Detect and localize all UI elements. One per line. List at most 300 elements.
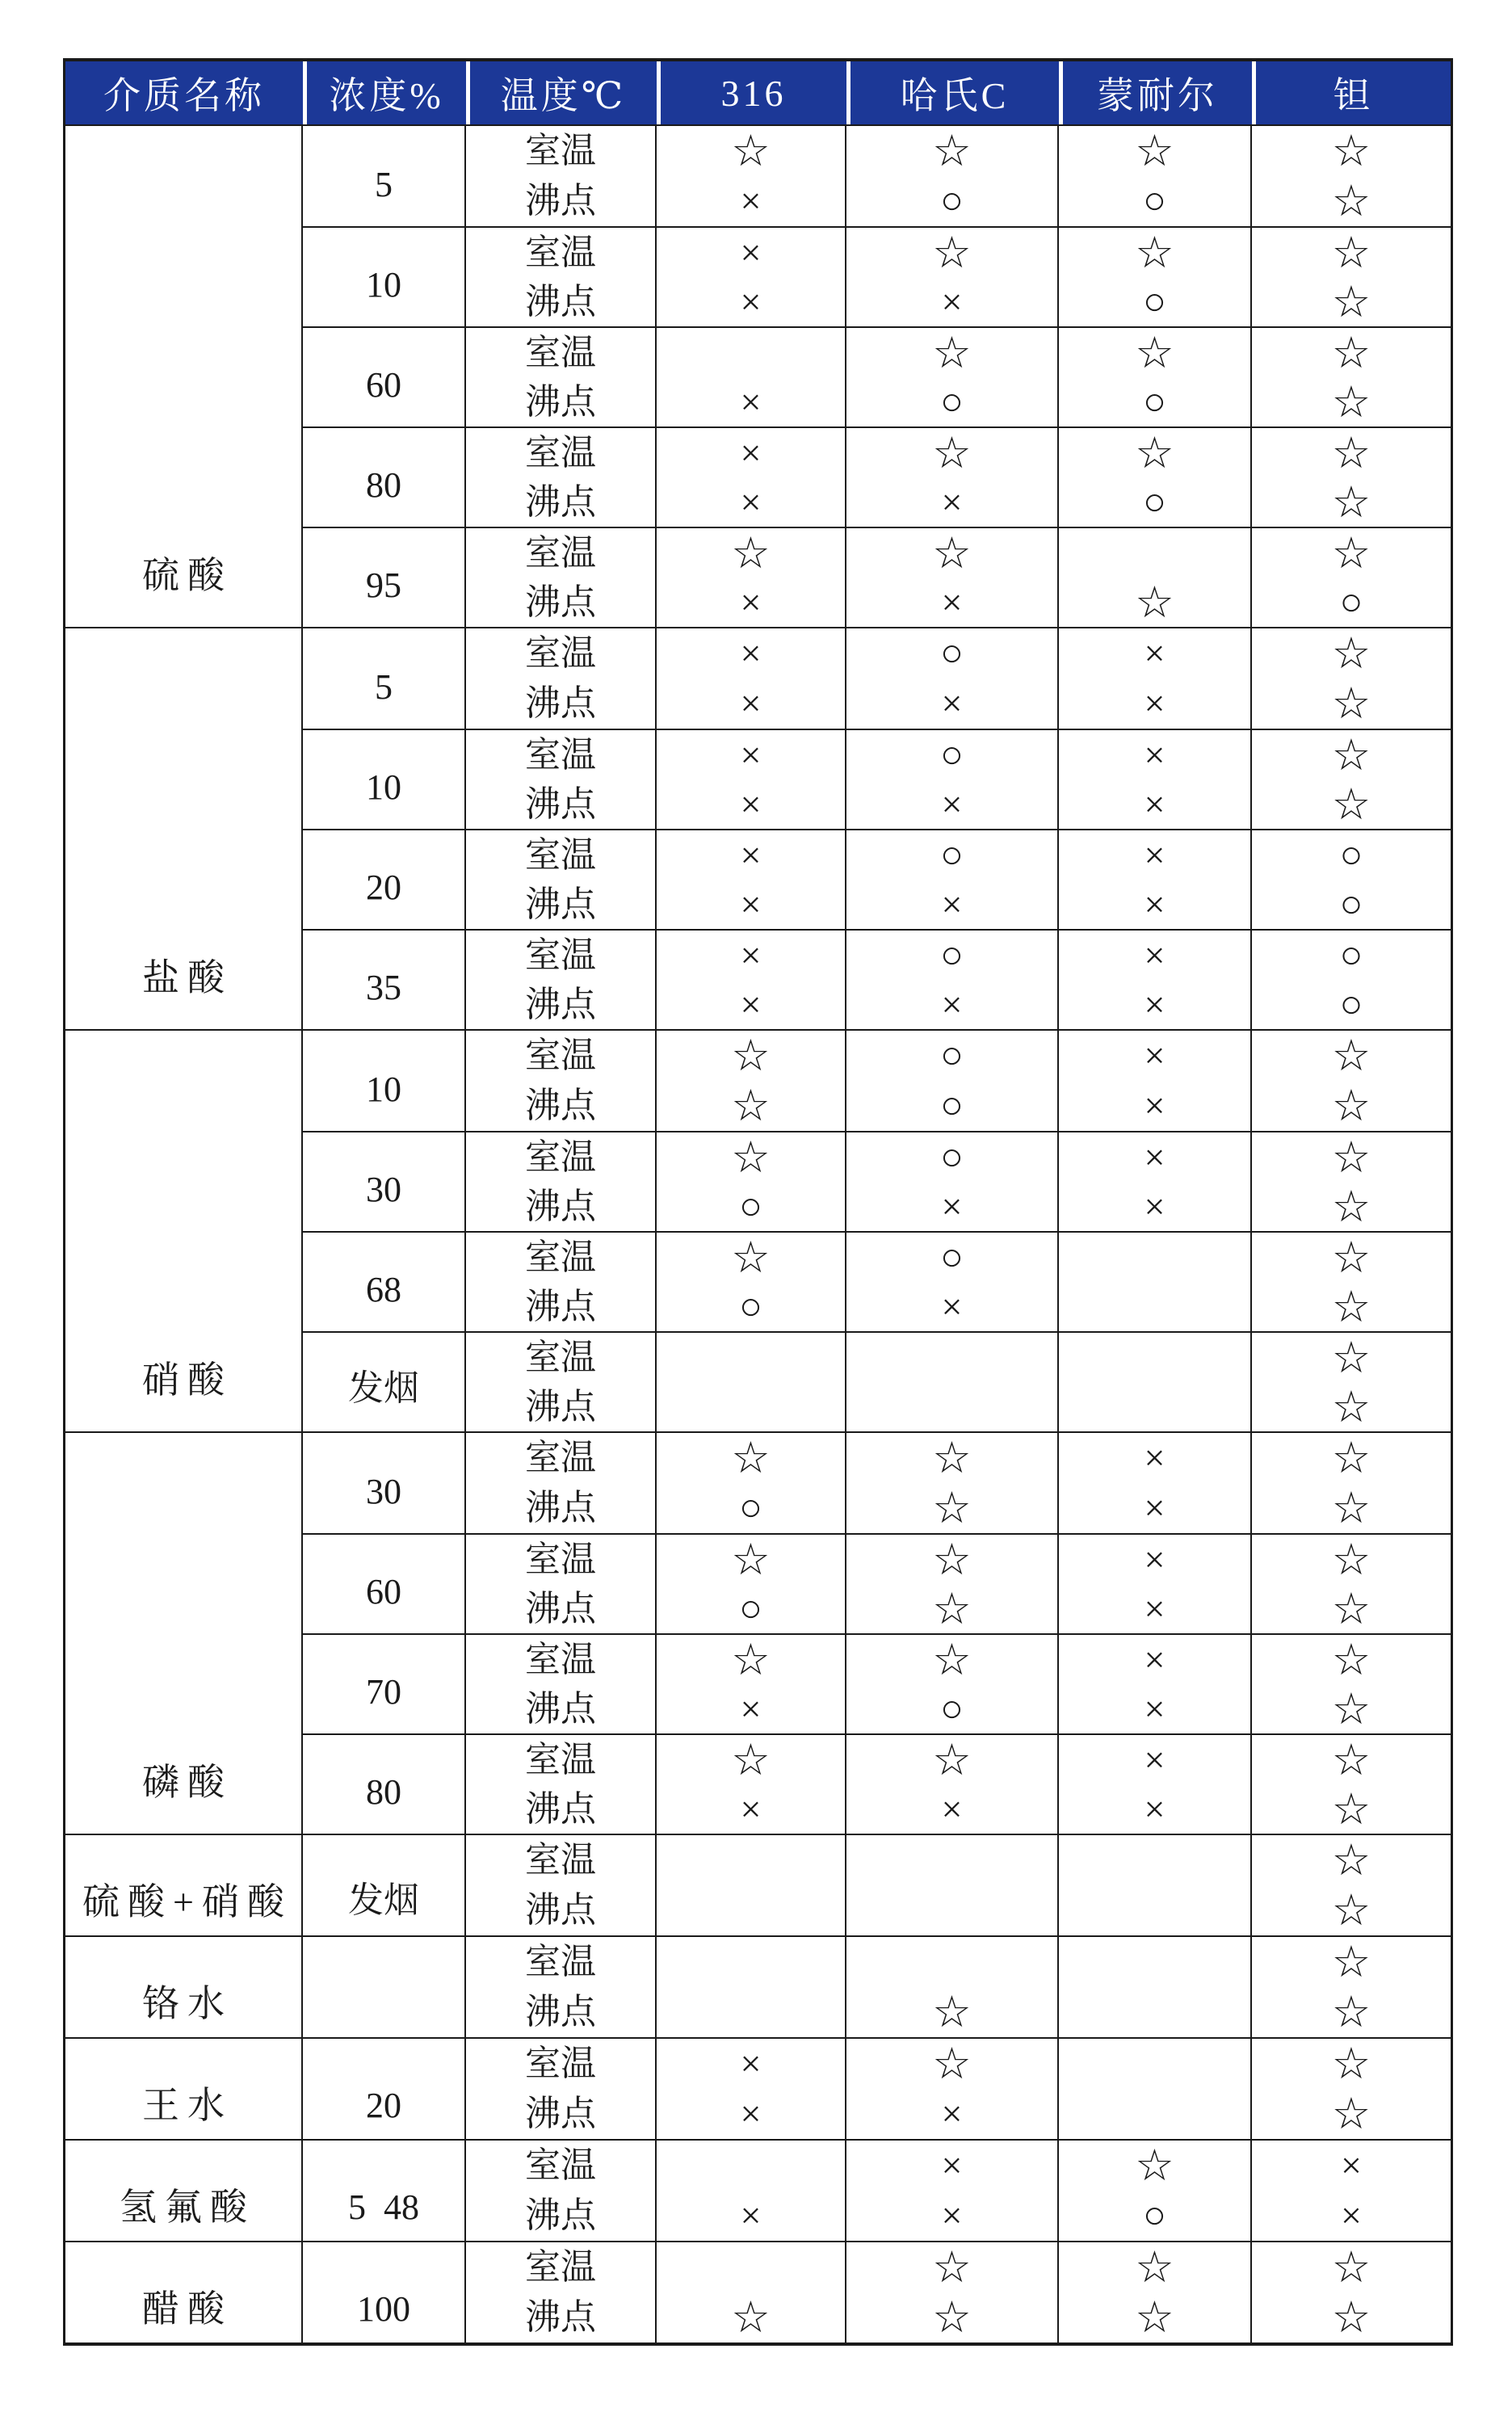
cross-symbol: × bbox=[1144, 1085, 1166, 1126]
rating-cell bbox=[1252, 328, 1451, 426]
rating-cell bbox=[846, 1031, 1059, 1131]
room-temp-label: 室温 bbox=[525, 131, 596, 170]
cross-symbol: × bbox=[941, 581, 963, 623]
star-symbol: ☆ bbox=[1331, 328, 1371, 377]
cross-symbol: × bbox=[1144, 1788, 1166, 1830]
star-symbol: ☆ bbox=[932, 1584, 972, 1633]
rating-cell bbox=[1059, 428, 1252, 527]
concentration-cell: 20 bbox=[303, 2039, 466, 2139]
temperature-cell bbox=[466, 228, 657, 326]
empty-symbol bbox=[1059, 528, 1250, 578]
star-symbol: ☆ bbox=[731, 1032, 771, 1080]
rating-cell bbox=[657, 931, 846, 1029]
cross-symbol: × bbox=[1341, 2195, 1362, 2236]
star-symbol: ☆ bbox=[1331, 2243, 1371, 2292]
circle-symbol: ○ bbox=[1339, 882, 1363, 926]
cross-symbol: × bbox=[1144, 1538, 1166, 1580]
rating-cell bbox=[657, 1735, 846, 1834]
star-symbol: ☆ bbox=[1331, 1836, 1371, 1884]
concentration-cell: 100 bbox=[303, 2242, 466, 2342]
cross-symbol: × bbox=[941, 1285, 963, 1327]
star-symbol: ☆ bbox=[1331, 1886, 1371, 1935]
concentration-cell: 发烟 bbox=[303, 1835, 466, 1935]
temperature-cell bbox=[466, 1735, 657, 1834]
star-symbol: ☆ bbox=[1331, 377, 1371, 426]
section-row bbox=[65, 1431, 1451, 1834]
table-header bbox=[65, 61, 1451, 126]
concentration-block bbox=[303, 628, 1451, 729]
star-symbol: ☆ bbox=[731, 1434, 771, 1482]
star-symbol: ☆ bbox=[731, 127, 771, 175]
rating-cell bbox=[846, 528, 1059, 627]
concentration-cell: 68 bbox=[303, 1233, 466, 1331]
circle-symbol: ○ bbox=[940, 833, 964, 876]
star-symbol: ☆ bbox=[932, 1434, 972, 1482]
section-row bbox=[65, 2037, 1451, 2139]
rating-cell bbox=[846, 931, 1059, 1029]
temperature-cell bbox=[466, 1031, 657, 1131]
rating-cell bbox=[657, 730, 846, 829]
star-symbol: ☆ bbox=[731, 1635, 771, 1684]
rating-cell bbox=[1059, 1535, 1252, 1633]
section-blocks bbox=[303, 628, 1451, 1029]
header-cell-6: 钽 bbox=[1252, 61, 1451, 124]
section-row bbox=[65, 1834, 1451, 1935]
rating-cell bbox=[1252, 228, 1451, 326]
empty-symbol bbox=[657, 1333, 845, 1382]
rating-cell bbox=[1059, 730, 1252, 829]
cross-symbol: × bbox=[1144, 783, 1166, 825]
star-symbol: ☆ bbox=[932, 2040, 972, 2088]
corrosion-resistance-table bbox=[63, 58, 1453, 2346]
cross-symbol: × bbox=[1144, 1638, 1166, 1680]
rating-cell bbox=[846, 2242, 1059, 2342]
star-symbol: ☆ bbox=[932, 127, 972, 175]
cross-symbol: × bbox=[740, 983, 762, 1025]
star-symbol: ☆ bbox=[1331, 1233, 1371, 1282]
star-symbol: ☆ bbox=[1331, 1132, 1371, 1182]
rating-cell bbox=[846, 1937, 1059, 2037]
rating-cell bbox=[1059, 1937, 1252, 2037]
cross-symbol: × bbox=[740, 733, 762, 775]
rating-cell bbox=[846, 228, 1059, 326]
concentration-block bbox=[303, 1835, 1451, 1935]
rating-cell bbox=[657, 830, 846, 929]
rating-cell bbox=[846, 1433, 1059, 1533]
concentration-cell: 80 bbox=[303, 428, 466, 527]
empty-symbol bbox=[1059, 1282, 1250, 1331]
rating-cell bbox=[1059, 2141, 1252, 2241]
star-symbol: ☆ bbox=[1331, 1635, 1371, 1684]
temperature-cell bbox=[466, 628, 657, 729]
empty-symbol bbox=[657, 1382, 845, 1431]
empty-symbol bbox=[657, 1835, 845, 1885]
cross-symbol: × bbox=[1144, 1587, 1166, 1629]
rating-cell bbox=[1252, 730, 1451, 829]
circle-symbol: ○ bbox=[940, 1687, 964, 1730]
room-temp-label: 室温 bbox=[525, 1137, 596, 1177]
cross-symbol: × bbox=[740, 380, 762, 422]
rating-cell bbox=[657, 1433, 846, 1533]
star-symbol: ☆ bbox=[1135, 228, 1174, 277]
temperature-cell bbox=[466, 1433, 657, 1533]
rating-cell bbox=[1252, 2039, 1451, 2139]
boiling-point-label: 沸点 bbox=[525, 984, 596, 1024]
star-symbol: ☆ bbox=[1331, 2090, 1371, 2138]
concentration-block bbox=[303, 1937, 1451, 2037]
boiling-point-label: 沸点 bbox=[525, 1186, 596, 1226]
room-temp-label: 室温 bbox=[525, 2247, 596, 2287]
cross-symbol: × bbox=[941, 280, 963, 322]
cross-symbol: × bbox=[740, 883, 762, 925]
concentration-cell: 70 bbox=[303, 1635, 466, 1733]
star-symbol: ☆ bbox=[1331, 228, 1371, 277]
rating-cell bbox=[846, 126, 1059, 226]
star-symbol: ☆ bbox=[1331, 1434, 1371, 1482]
star-symbol: ☆ bbox=[1331, 1282, 1371, 1331]
empty-symbol bbox=[1059, 2039, 1250, 2089]
section-blocks bbox=[303, 2242, 1451, 2342]
rating-cell bbox=[1059, 126, 1252, 226]
star-symbol: ☆ bbox=[731, 1082, 771, 1130]
star-symbol: ☆ bbox=[1331, 2040, 1371, 2088]
medium-name-cell: 硫酸+硝酸 bbox=[65, 1835, 303, 1935]
star-symbol: ☆ bbox=[1135, 578, 1174, 627]
rating-cell bbox=[1252, 1535, 1451, 1633]
star-symbol: ☆ bbox=[1331, 1988, 1371, 2036]
circle-symbol: ○ bbox=[1143, 179, 1166, 222]
concentration-cell: 30 bbox=[303, 1132, 466, 1231]
cross-symbol: × bbox=[1144, 733, 1166, 775]
rating-cell bbox=[657, 1937, 846, 2037]
rating-cell bbox=[1252, 830, 1451, 929]
circle-symbol: ○ bbox=[940, 1235, 964, 1279]
room-temp-label: 室温 bbox=[525, 633, 596, 673]
star-symbol: ☆ bbox=[1331, 1735, 1371, 1784]
room-temp-label: 室温 bbox=[525, 734, 596, 775]
cross-symbol: × bbox=[740, 1687, 762, 1729]
star-symbol: ☆ bbox=[1331, 1082, 1371, 1130]
concentration-block bbox=[303, 1231, 1451, 1331]
boiling-point-label: 沸点 bbox=[525, 1890, 596, 1930]
rating-cell bbox=[1252, 1132, 1451, 1231]
rating-cell bbox=[846, 830, 1059, 929]
empty-symbol bbox=[846, 1835, 1057, 1885]
boiling-point-label: 沸点 bbox=[525, 181, 596, 221]
cross-symbol: × bbox=[740, 632, 762, 674]
rating-cell bbox=[1252, 1233, 1451, 1331]
medium-name-cell: 醋酸 bbox=[65, 2242, 303, 2342]
room-temp-label: 室温 bbox=[525, 1036, 596, 1075]
concentration-block bbox=[303, 1433, 1451, 1533]
room-temp-label: 室温 bbox=[525, 1337, 596, 1377]
room-temp-label: 室温 bbox=[525, 1739, 596, 1779]
cross-symbol: × bbox=[1144, 683, 1166, 724]
concentration-block bbox=[303, 426, 1451, 527]
room-temp-label: 室温 bbox=[525, 1840, 596, 1880]
cross-symbol: × bbox=[1144, 1487, 1166, 1528]
cross-symbol: × bbox=[1144, 834, 1166, 876]
room-temp-label: 室温 bbox=[525, 1237, 596, 1277]
circle-symbol: ○ bbox=[940, 1034, 964, 1077]
room-temp-label: 室温 bbox=[525, 2145, 596, 2185]
temperature-cell bbox=[466, 1835, 657, 1935]
empty-symbol bbox=[657, 1987, 845, 2037]
circle-symbol: ○ bbox=[1339, 982, 1363, 1026]
temperature-cell bbox=[466, 1535, 657, 1633]
rating-cell bbox=[657, 428, 846, 527]
temperature-cell bbox=[466, 2141, 657, 2241]
rating-cell bbox=[1059, 1735, 1252, 1834]
rating-cell bbox=[846, 2141, 1059, 2241]
star-symbol: ☆ bbox=[1135, 428, 1174, 477]
rating-cell bbox=[846, 1735, 1059, 1834]
cross-symbol: × bbox=[1144, 1437, 1166, 1478]
cross-symbol: × bbox=[1144, 632, 1166, 674]
circle-symbol: ○ bbox=[940, 632, 964, 674]
rating-cell bbox=[1059, 1635, 1252, 1733]
star-symbol: ☆ bbox=[932, 2293, 972, 2342]
section-row bbox=[65, 1029, 1451, 1431]
temperature-cell bbox=[466, 126, 657, 226]
rating-cell bbox=[846, 1635, 1059, 1733]
cross-symbol: × bbox=[1144, 1738, 1166, 1780]
circle-symbol: ○ bbox=[1143, 380, 1166, 423]
empty-symbol bbox=[1059, 1233, 1250, 1282]
rating-cell bbox=[846, 1835, 1059, 1935]
concentration-block bbox=[303, 2039, 1451, 2139]
empty-symbol bbox=[657, 1885, 845, 1935]
rating-cell bbox=[1059, 1031, 1252, 1131]
rating-cell bbox=[657, 528, 846, 627]
section-row bbox=[65, 627, 1451, 1029]
star-symbol: ☆ bbox=[1135, 2141, 1174, 2190]
star-symbol: ☆ bbox=[731, 1535, 771, 1584]
cross-symbol: × bbox=[740, 180, 762, 221]
boiling-point-label: 沸点 bbox=[525, 582, 596, 622]
star-symbol: ☆ bbox=[1331, 1584, 1371, 1633]
medium-name-cell: 硫酸 bbox=[65, 126, 303, 627]
star-symbol: ☆ bbox=[1331, 127, 1371, 175]
star-symbol: ☆ bbox=[1331, 730, 1371, 779]
header-cell-3: 316 bbox=[657, 61, 846, 124]
medium-name-cell: 磷酸 bbox=[65, 1433, 303, 1834]
boiling-point-label: 沸点 bbox=[525, 1286, 596, 1326]
concentration-cell: 10 bbox=[303, 730, 466, 829]
empty-symbol bbox=[846, 1382, 1057, 1431]
star-symbol: ☆ bbox=[932, 1635, 972, 1684]
rating-cell bbox=[1059, 228, 1252, 326]
boiling-point-label: 沸点 bbox=[525, 281, 596, 321]
star-symbol: ☆ bbox=[1331, 1484, 1371, 1532]
temperature-cell bbox=[466, 1937, 657, 2037]
boiling-point-label: 沸点 bbox=[525, 1386, 596, 1426]
rating-cell bbox=[1059, 1333, 1252, 1431]
cross-symbol: × bbox=[941, 783, 963, 825]
circle-symbol: ○ bbox=[940, 933, 964, 977]
temperature-cell bbox=[466, 1333, 657, 1431]
section-row bbox=[65, 2139, 1451, 2241]
boiling-point-label: 沸点 bbox=[525, 381, 596, 422]
concentration-cell bbox=[303, 1937, 466, 2037]
boiling-point-label: 沸点 bbox=[525, 2297, 596, 2337]
concentration-block bbox=[303, 326, 1451, 426]
boiling-point-label: 沸点 bbox=[525, 481, 596, 522]
cross-symbol: × bbox=[941, 1788, 963, 1830]
medium-name-cell: 铬水 bbox=[65, 1937, 303, 2037]
rating-cell bbox=[846, 730, 1059, 829]
circle-symbol: ○ bbox=[1143, 480, 1166, 523]
rating-cell bbox=[1252, 1835, 1451, 1935]
room-temp-label: 室温 bbox=[525, 834, 596, 875]
empty-symbol bbox=[657, 2242, 845, 2292]
star-symbol: ☆ bbox=[932, 1988, 972, 2036]
star-symbol: ☆ bbox=[932, 1735, 972, 1784]
cross-symbol: × bbox=[740, 581, 762, 623]
rating-cell bbox=[846, 328, 1059, 426]
cross-symbol: × bbox=[740, 834, 762, 876]
star-symbol: ☆ bbox=[1135, 328, 1174, 377]
concentration-block bbox=[303, 2242, 1451, 2342]
rating-cell bbox=[657, 1233, 846, 1331]
boiling-point-label: 沸点 bbox=[525, 2094, 596, 2133]
cross-symbol: × bbox=[1144, 1687, 1166, 1729]
temperature-cell bbox=[466, 2039, 657, 2139]
rating-cell bbox=[657, 1535, 846, 1633]
cross-symbol: × bbox=[740, 2195, 762, 2236]
section-blocks bbox=[303, 2141, 1451, 2241]
rating-cell bbox=[846, 1535, 1059, 1633]
room-temp-label: 室温 bbox=[525, 2044, 596, 2083]
concentration-block bbox=[303, 1031, 1451, 1131]
section-row bbox=[65, 1935, 1451, 2037]
star-symbol: ☆ bbox=[1331, 1535, 1371, 1584]
circle-symbol: ○ bbox=[940, 1135, 964, 1179]
star-symbol: ☆ bbox=[731, 2293, 771, 2342]
empty-symbol bbox=[846, 1937, 1057, 1987]
rating-cell bbox=[846, 2039, 1059, 2139]
rating-cell bbox=[1252, 1937, 1451, 2037]
star-symbol: ☆ bbox=[1135, 2243, 1174, 2292]
section-row bbox=[65, 2241, 1451, 2342]
rating-cell bbox=[657, 1333, 846, 1431]
concentration-cell: 10 bbox=[303, 228, 466, 326]
boiling-point-label: 沸点 bbox=[525, 1688, 596, 1729]
concentration-block bbox=[303, 1131, 1451, 1231]
star-symbol: ☆ bbox=[1331, 1784, 1371, 1834]
rating-cell bbox=[1252, 1031, 1451, 1131]
star-symbol: ☆ bbox=[932, 528, 972, 578]
circle-symbol: ○ bbox=[739, 1284, 762, 1328]
concentration-block bbox=[303, 1331, 1451, 1431]
star-symbol: ☆ bbox=[1331, 1032, 1371, 1080]
room-temp-label: 室温 bbox=[525, 935, 596, 975]
circle-symbol: ○ bbox=[940, 179, 964, 222]
rating-cell bbox=[657, 1132, 846, 1231]
circle-symbol: ○ bbox=[739, 1486, 762, 1529]
cross-symbol: × bbox=[1144, 1185, 1166, 1227]
temperature-cell bbox=[466, 1132, 657, 1231]
header-cell-0: 介质名称 bbox=[103, 75, 265, 116]
concentration-cell: 5 bbox=[303, 628, 466, 729]
rating-cell bbox=[1252, 428, 1451, 527]
concentration-block bbox=[303, 1633, 1451, 1733]
temperature-cell bbox=[466, 528, 657, 627]
star-symbol: ☆ bbox=[1331, 1382, 1371, 1431]
boiling-point-label: 沸点 bbox=[525, 1588, 596, 1628]
star-symbol: ☆ bbox=[1331, 1938, 1371, 1986]
star-symbol: ☆ bbox=[1331, 277, 1371, 326]
empty-symbol bbox=[846, 1333, 1057, 1382]
concentration-block bbox=[303, 829, 1451, 929]
boiling-point-label: 沸点 bbox=[525, 784, 596, 824]
cross-symbol: × bbox=[740, 280, 762, 322]
rating-cell bbox=[846, 1132, 1059, 1231]
boiling-point-label: 沸点 bbox=[525, 683, 596, 723]
cross-symbol: × bbox=[941, 2195, 963, 2236]
room-temp-label: 室温 bbox=[525, 532, 596, 573]
temperature-cell bbox=[466, 2242, 657, 2342]
rating-cell bbox=[657, 228, 846, 326]
rating-cell bbox=[1059, 830, 1252, 929]
rating-cell bbox=[1059, 2242, 1252, 2342]
cross-symbol: × bbox=[941, 481, 963, 523]
medium-name-cell: 硝酸 bbox=[65, 1031, 303, 1431]
rating-cell bbox=[657, 1635, 846, 1733]
concentration-cell: 发烟 bbox=[303, 1333, 466, 1431]
temperature-cell bbox=[466, 428, 657, 527]
concentration-block bbox=[303, 929, 1451, 1029]
cross-symbol: × bbox=[740, 481, 762, 523]
rating-cell bbox=[657, 126, 846, 226]
section-blocks bbox=[303, 1937, 1451, 2037]
concentration-cell: 60 bbox=[303, 1535, 466, 1633]
rating-cell bbox=[1059, 1132, 1252, 1231]
concentration-cell: 5 48 bbox=[303, 2141, 466, 2241]
cross-symbol: × bbox=[1144, 983, 1166, 1025]
concentration-block bbox=[303, 1533, 1451, 1633]
concentration-cell: 35 bbox=[303, 931, 466, 1029]
header-cell-4: 哈氏C bbox=[846, 61, 1059, 124]
rating-cell bbox=[1059, 528, 1252, 627]
concentration-cell: 5 bbox=[303, 126, 466, 226]
rating-cell bbox=[1059, 1835, 1252, 1935]
cross-symbol: × bbox=[740, 1788, 762, 1830]
temperature-cell bbox=[466, 328, 657, 426]
section-blocks bbox=[303, 126, 1451, 627]
circle-symbol: ○ bbox=[940, 733, 964, 776]
empty-symbol bbox=[1059, 1885, 1250, 1935]
boiling-point-label: 沸点 bbox=[525, 1488, 596, 1527]
room-temp-label: 室温 bbox=[525, 432, 596, 473]
rating-cell bbox=[657, 328, 846, 426]
header-cell-1: 浓度% bbox=[303, 61, 466, 124]
room-temp-label: 室温 bbox=[525, 332, 596, 372]
cross-symbol: × bbox=[740, 2043, 762, 2084]
star-symbol: ☆ bbox=[1331, 1182, 1371, 1231]
cross-symbol: × bbox=[941, 1185, 963, 1227]
circle-symbol: ○ bbox=[1339, 580, 1363, 624]
empty-symbol bbox=[657, 1937, 845, 1987]
room-temp-label: 室温 bbox=[525, 232, 596, 272]
empty-symbol bbox=[1059, 1987, 1250, 2037]
rating-cell bbox=[1252, 1635, 1451, 1733]
circle-symbol: ○ bbox=[1339, 833, 1363, 876]
star-symbol: ☆ bbox=[1331, 679, 1371, 728]
empty-symbol bbox=[1059, 1382, 1250, 1431]
rating-cell bbox=[1252, 931, 1451, 1029]
star-symbol: ☆ bbox=[1331, 1333, 1371, 1382]
